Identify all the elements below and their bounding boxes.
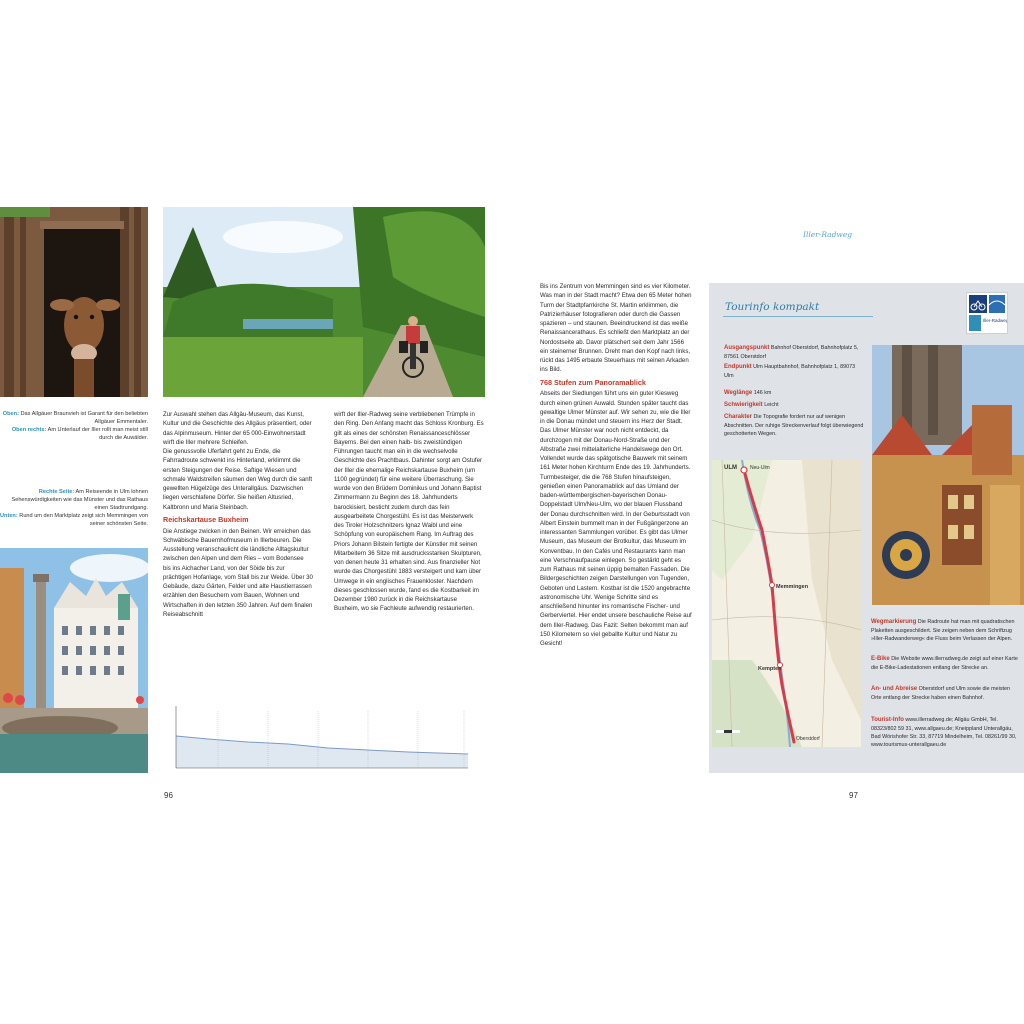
cow-barn-photo bbox=[0, 207, 148, 397]
paragraph: Die genussvolle Uferfahrt geht zu Ende, die Fahrradroute schwenkt ins Hinterland, erklimmt die ersten Steigungen der Reise. Saftige Wiesen und schmale Waldstreifen säumen den Weg durch die sanft gewellten Hügelzüge des Unterallgäus. Dazwischen liegen verschlafene Dörfer. Sie heißen Altusried, Kaltbronn und Maria Steinbach. bbox=[163, 448, 313, 511]
tourinfo-heading: Tourinfo kompakt bbox=[725, 301, 820, 313]
memmingen-square-photo bbox=[0, 548, 148, 773]
photo-caption-bottom: Rechte Seite: Am Reiseende in Ulm lohnen Sehenswürdigkeiten wie das Münster und das Rathaus einen Stadtrundgang. Unten: Rund um den Marktplatz zeigt sich Memmingen von seiner schönsten Seite. bbox=[0, 489, 148, 528]
elevation-profile bbox=[168, 706, 473, 774]
paragraph: Bis ins Zentrum von Memmingen sind es vier Kilometer. Was man in der Stadt macht? Etwa den 65 Meter hohen Turm der Stadtpfarrkirche St. Martin erklimmen, die Patrizierhäuser fotografieren oder durch die Gassen spazieren – und staunen. Beeindruckend ist das weiße Renaissancerathaus. Es schließt den Marktplatz an der Nordostseite ab. Davor plätschert seit dem Jahr 1566 ein steinerner Brunnen. Dreht man den Kopf nach links, rückt das 1495 erbaute Steuerhaus mit seinen Arkaden ins Bild. bbox=[540, 283, 692, 374]
paragraph: Zur Auswahl stehen das Allgäu-Museum, das Kunst, Kultur und die Geschichte des Allgäus präsentiert, oder das Alpinmuseum. Hinter der 65 000-Einwohnerstadt wirft die Iller mehrere Schleifen. bbox=[163, 411, 312, 446]
info-difficulty: Schwierigkeit Leicht bbox=[724, 402, 779, 408]
info-character: Charakter Die Topografie fordert nur auf wenigen Abschnitten. Der ruhige Streckenverlauf folgt überwiegend geschotterten Wegen. bbox=[724, 414, 864, 438]
section-heading-panorama: 768 Stufen zum Panoramablick bbox=[540, 377, 646, 387]
route-map bbox=[712, 460, 861, 747]
ulm-townhall-photo bbox=[872, 345, 1024, 605]
info-travel: An- und Abreise Oberstdorf und Ulm sowie die meisten Orte entlang der Strecke haben einen Bahnhof. bbox=[871, 686, 1011, 701]
info-waymarking: Wegmarkierung Die Radroute hat man mit quadratischen Plaketten ausgeschildert. Sie zeigen neben dem Schriftzug »Iller-Radwanderweg« die Fluss beim Verlassen der Alpen. bbox=[871, 619, 1015, 643]
photo-caption-top: Oben: Das Allgäuer Braunvieh ist Garant für den beliebten Allgäuer Emmentaler. Oben rechts: Am Unterlauf der Iller rollt man meist still durch die Auwälder. bbox=[2, 411, 148, 442]
right-text-column bbox=[540, 282, 692, 648]
logo-label: Iller-Radweg bbox=[983, 318, 1007, 323]
info-end: Endpunkt Ulm Hauptbahnhof, Bahnhofplatz 1, 89073 Ulm bbox=[724, 364, 856, 379]
map-label-neu-ulm: Neu-Ulm bbox=[750, 465, 770, 471]
info-tourist: Tourist-Info www.illerradweg.de; Allgäu GmbH, Tel. 08323/802 59 31, www.allgaeu.de; Kneippland Unterallgäu, Bad Wörishofer Str. 33, 87719 Mindelheim, Tel. 08261/99 30, www.tourismus-unterallgaeu.de bbox=[871, 717, 1017, 749]
divider bbox=[723, 316, 873, 317]
running-head: Iller-Radweg bbox=[803, 230, 853, 239]
paragraph: Die Anstiege zwicken in den Beinen. Wir erreichen das Schwäbische Bauernhofmuseum in Illerbeuren. Die Ausstellung veranschaulicht die ländliche Alltagskultur zwischen den Alpen und dem Ries – vom Bodensee bis ins Aichacher Land, von der Söide bis zur prächtigen Hofanlage, vom Stall bis zur Weide. Über 30 Gebäude, dazu Gärten, Felder und alte Haustierrassen erzählen den Besuchern vom Bauen, Wohnen und Wirtschaften in den letzten 350 Jahren. Auf dem finalen Reiseabschnitt bbox=[163, 527, 313, 618]
info-ebike: E-Bike Die Website www.illerradweg.de zeigt auf einer Karte die E-Bike-Ladestationen entlang der Strecke an. bbox=[871, 656, 1018, 671]
map-label-memmingen: Memmingen bbox=[776, 584, 809, 590]
map-label-oberstdorf: Oberstdorf bbox=[796, 736, 820, 742]
left-text-column-1 bbox=[163, 410, 313, 619]
paragraph: wirft der Iller-Radweg seine verbliebenen Trümpfe in den Ring. Den Anfang macht das Schloss Kronburg. Es gilt als eines der schönsten Renaissanceschlösser Bayerns. Bei den einen halb- bis zweistündigen Führungen taucht man ein in die wechselvolle Geschichte des Prachtbaus. Dahinter sorgt am Ostufer der Iller die ehemalige Reichskartause Buxheim (um 1100 gegründet) für eine weitere Überraschung. Sie wurde von den Brüdern Dominikus und Johann Baptist Zimmermann zu Beginn des 18. Jahrhunderts barockisiert, besticht zudem durch das fein ausgearbeitete Chorgestühl. Es ist das Meisterwerk des Tiroler Holzschnitzers Ignaz Waibl und eine Schöpfung von europäischem Rang. Im Auftrag des Priors Johann Bilstein fertigte der Künstler mit seinen Mitarbeitern 36 Sitze mit ausdrucksstarken Skulpturen, von denen heute 31 erhalten sind. Aus finanzieller Not wurde das Chorgestühl 1883 versteigert und kam über Umwege in ein englisches Frauenkloster. Nachdem dieses geschlossen wurde, fand es die Kostbarkeit im Dezember 1980 zurück in die Reichskartause Buxheim, wo sie Fachleute aufwendig restaurierten. bbox=[334, 411, 484, 613]
info-start: Ausgangspunkt Bahnhof Oberstdorf, Bahnhofplatz 5, 87561 Oberstdorf bbox=[724, 345, 859, 360]
page-number-left: 96 bbox=[164, 791, 173, 800]
map-label-kempten: Kempten bbox=[758, 666, 782, 672]
section-heading-buxheim: Reichskartause Buxheim bbox=[163, 514, 249, 524]
iller-radweg-logo bbox=[966, 292, 1008, 334]
page-number-right: 97 bbox=[849, 791, 858, 800]
info-length: Weglänge 146 km bbox=[724, 390, 772, 396]
paragraph: Abseits der Siedlungen führt uns ein guter Kiesweg durch einen grünen Auwald. Stunden später taucht das gewaltige Ulmer Münster auf. Wir sehen zu, wie die Iller in die Donau mündet und steuern ins Herz der Stadt. Das Ulmer Münster war noch nicht entdeckt, da durchzogen mit der Donau-Nord-Straße und der Albstraße zwei mittelalterliche Handelswege den Ort. Vollendet wurde das spätgotische Bauwerk mit seinem 161 Meter hohen Kirchturm Ende des 19. Jahrhunderts. Turmbesteiger, die die 768 Stufen hinaufsteigen, genießen einen Panoramablick auf das Umland der baden-württembergischen-bayerischen Donau-Doppelstadt Ulm/Neu-Ulm, wo der blauen Flussband der Donau durchschnitten wird. In der Geburtsstadt von Albert Einstein bummelt man in der Fußgängerzone an interessanten Sammlungen vorüber. Es gibt das Ulmer Museum, das Museum der Brotkultur, das Museum im Konventbau. In den Cafés und Restaurants kann man eine Verschnaufpause einlegen. So gestärkt geht es zum Rathaus mit seinen üppig bemalten Fassaden. Die Bildergeschichten zeigen Darstellungen von Tugenden, Geboten und Lastern. Kostbar ist die 1520 angebrachte astronomische Uhr. Wenige Schritte sind es anschließend hinunter ins romantische Fischer- und Gerberviertel. Hier endet unsere beschauliche Reise auf dem Iller-Radweg. Das Fazit: Selten bekommt man auf 150 Kilometern so viel geballte Kultur und Natur zu Gesicht! bbox=[540, 390, 692, 648]
left-text-column-2 bbox=[334, 410, 484, 614]
cyclist-path-photo bbox=[163, 207, 485, 397]
map-label-ulm: ULM bbox=[724, 465, 737, 471]
